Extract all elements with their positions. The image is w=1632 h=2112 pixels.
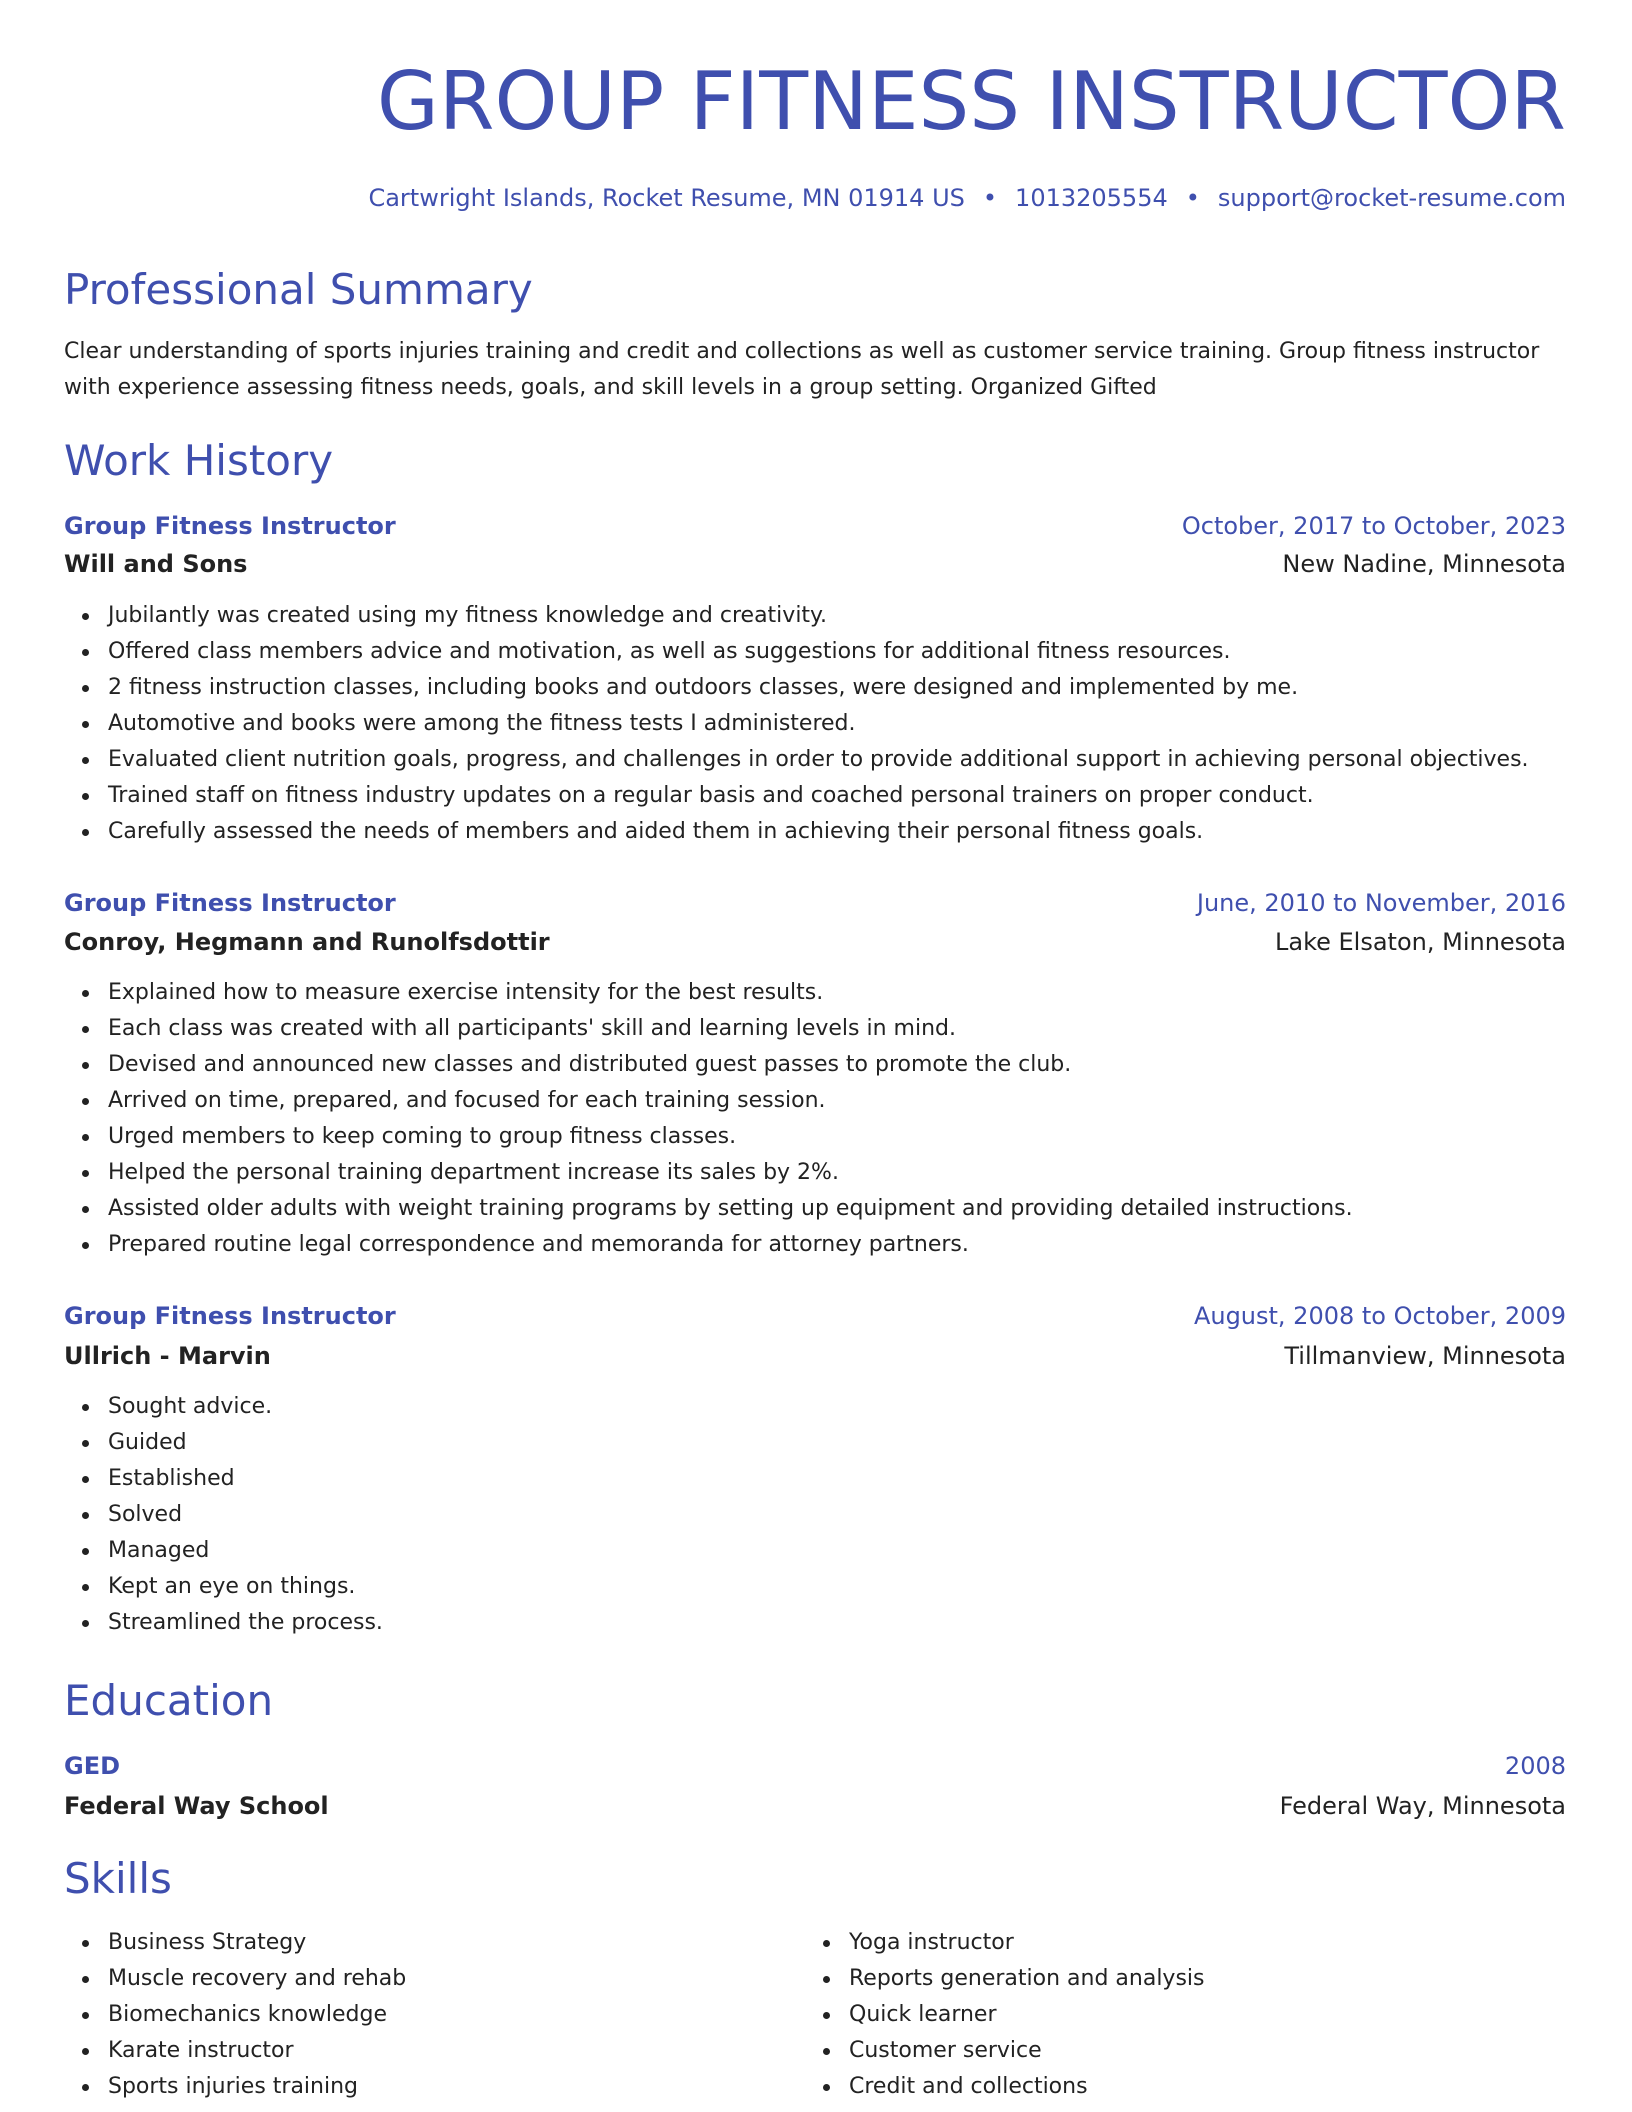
job-3-company-row [64,1338,1566,1374]
email-text: support@rocket-resume.com [1217,184,1566,212]
job-dates: August, 2008 to October, 2009 [1193,1302,1566,1330]
list-item: Sought advice. [108,1389,383,1425]
list-item: Trained staff on fitness industry updates on a regular basis and coached personal trainers on proper conduct. [108,778,1529,814]
summary-text: Clear understanding of sports injuries training and credit and collections as well as customer service training. Group fitness instructor with experience assessing fitness needs, goals, and skill levels in a group setting. Organized Gifted [64,339,1540,400]
list-item: Solved [108,1497,383,1533]
list-item: Managed [108,1533,383,1569]
job-company: Conroy, Hegmann and Runolfsdottir [64,928,550,956]
education-degree-row [64,1748,1566,1784]
job-dates: October, 2017 to October, 2023 [1181,512,1566,540]
job-location: New Nadine, Minnesota [1282,550,1566,578]
list-item: Urged members to keep coming to group fitness classes. [108,1119,1353,1155]
resume-title: GROUP FITNESS INSTRUCTOR [376,55,1566,148]
list-item: Kept an eye on things. [108,1569,383,1605]
education-year: 2008 [1504,1752,1566,1780]
skill-item: Customer service [849,2033,1204,2069]
education-school: Federal Way School [64,1792,329,1820]
list-item: Automotive and books were among the fitness tests I administered. [108,706,1529,742]
list-item: Streamlined the process. [108,1605,383,1641]
list-item: Prepared routine legal correspondence and memoranda for attorney partners. [108,1227,1353,1263]
job-title: Group Fitness Instructor [64,889,396,917]
separator-dot: • [1185,184,1200,212]
list-item: Assisted older adults with weight training programs by setting up equipment and providing detailed instructions. [108,1191,1353,1227]
job-1-title-row [64,508,1566,544]
contact-line [368,180,1566,216]
job-company: Ullrich - Marvin [64,1342,271,1370]
skills-list-right [805,1925,1204,2105]
education-school-row [64,1788,1566,1824]
skill-item: Karate instructor [108,2033,406,2069]
skill-item: Sports injuries training [108,2069,406,2105]
job-2-title-row [64,885,1566,921]
list-item: Evaluated client nutrition goals, progress, and challenges in order to provide additional support in achieving personal objectives. [108,742,1529,778]
skill-item: Business Strategy [108,1925,406,1961]
job-title: Group Fitness Instructor [64,1302,396,1330]
list-item: Established [108,1461,383,1497]
job-company: Will and Sons [64,550,248,578]
job-3-bullets [64,1389,383,1641]
address-text: Cartwright Islands, Rocket Resume, MN 01914 US [368,184,965,212]
list-item: Helped the personal training department increase its sales by 2%. [108,1155,1353,1191]
job-2-bullets [64,975,1353,1263]
skill-item: Biomechanics knowledge [108,1997,406,2033]
list-item: Offered class members advice and motivation, as well as suggestions for additional fitness resources. [108,634,1529,670]
summary-heading: Professional Summary [64,265,533,314]
skill-item: Reports generation and analysis [849,1961,1204,1997]
skill-item: Yoga instructor [849,1925,1204,1961]
education-heading: Education [64,1676,274,1725]
skills-heading: Skills [64,1854,172,1903]
job-3-title-row [64,1298,1566,1334]
separator-dot: • [982,184,998,212]
list-item: Explained how to measure exercise intensity for the best results. [108,975,1353,1011]
list-item: Arrived on time, prepared, and focused for each training session. [108,1083,1353,1119]
job-dates: June, 2010 to November, 2016 [1196,889,1566,917]
list-item: Each class was created with all participants' skill and learning levels in mind. [108,1011,1353,1047]
job-1-company-row [64,546,1566,582]
list-item: Jubilantly was created using my fitness knowledge and creativity. [108,598,1529,634]
job-1-bullets [64,598,1529,850]
work-history-heading: Work History [64,436,334,485]
education-location: Federal Way, Minnesota [1279,1792,1566,1820]
job-location: Lake Elsaton, Minnesota [1275,928,1566,956]
skill-item: Credit and collections [849,2069,1204,2105]
education-degree: GED [64,1752,121,1780]
list-item: Guided [108,1425,383,1461]
list-item: Devised and announced new classes and distributed guest passes to promote the club. [108,1047,1353,1083]
phone-text: 1013205554 [1015,184,1168,212]
list-item: Carefully assessed the needs of members and aided them in achieving their personal fitness goals. [108,814,1529,850]
list-item: 2 fitness instruction classes, including books and outdoors classes, were designed and implemented by me. [108,670,1529,706]
job-title: Group Fitness Instructor [64,512,396,540]
job-location: Tillmanview, Minnesota [1284,1342,1566,1370]
job-2-company-row [64,924,1566,960]
skill-item: Quick learner [849,1997,1204,2033]
skills-list-left [64,1925,406,2105]
skill-item: Muscle recovery and rehab [108,1961,406,1997]
